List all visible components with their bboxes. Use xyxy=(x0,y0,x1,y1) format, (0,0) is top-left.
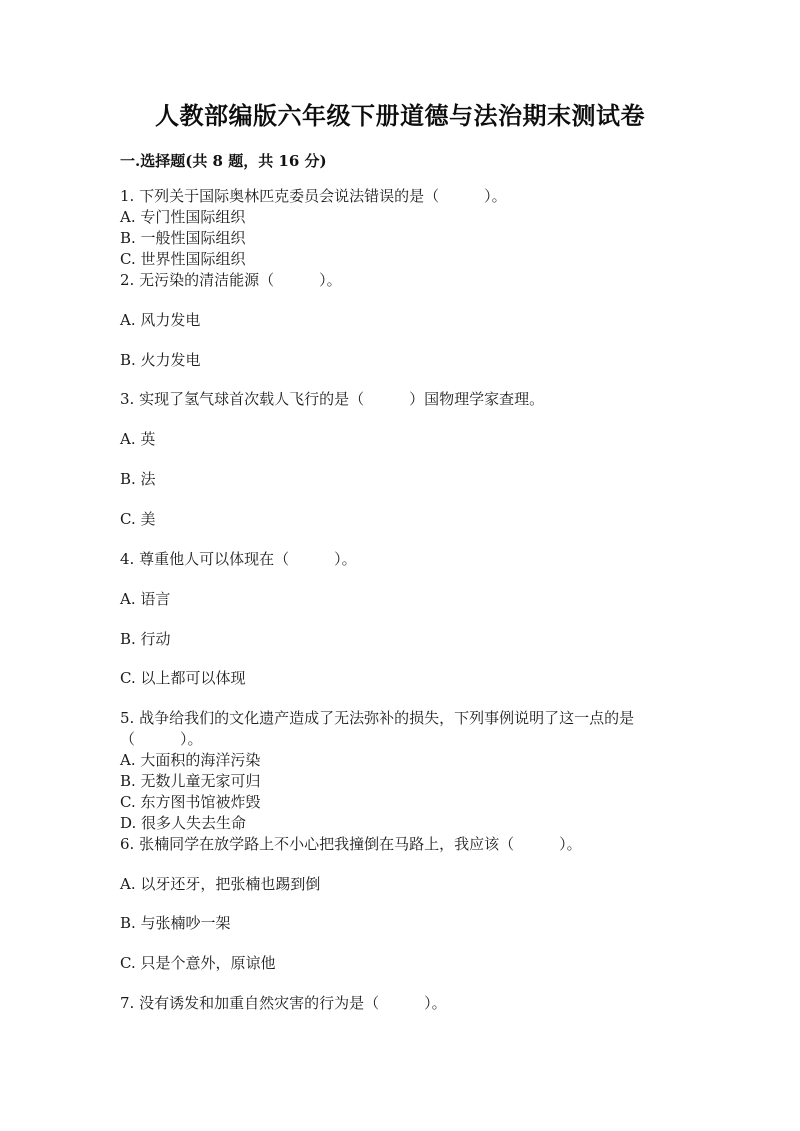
question-stem: 7. 没有诱发和加重自然灾害的行为是（ ）。 xyxy=(120,994,447,1012)
option: B. 一般性国际组织 xyxy=(120,229,246,247)
option: C. 世界性国际组织 xyxy=(120,250,246,268)
question-stem: 3. 实现了氢气球首次载人飞行的是（ ）国物理学家查理。 xyxy=(120,390,545,408)
option: A. 语言 xyxy=(120,590,171,608)
option: A. 专门性国际组织 xyxy=(120,208,246,226)
question-stem: 6. 张楠同学在放学路上不小心把我撞倒在马路上，我应该（ ）。 xyxy=(120,835,582,853)
option: C. 以上都可以体现 xyxy=(120,669,246,687)
option: A. 以牙还牙，把张楠也踢到倒 xyxy=(120,875,321,893)
question-stem: 1. 下列关于国际奥林匹克委员会说法错误的是（ ）。 xyxy=(120,187,507,205)
option: C. 美 xyxy=(120,510,156,528)
option: B. 行动 xyxy=(120,630,171,648)
question-stem: 4. 尊重他人可以体现在（ ）。 xyxy=(120,550,357,568)
option: A. 风力发电 xyxy=(120,311,201,329)
option: A. 大面积的海洋污染 xyxy=(120,751,261,769)
exam-title: 人教部编版六年级下册道德与法治期末测试卷 xyxy=(155,101,645,130)
option: C. 东方图书馆被炸毁 xyxy=(120,793,261,811)
section-heading: 一.选择题(共 8 题，共 16 分) xyxy=(120,152,327,170)
option: B. 与张楠吵一架 xyxy=(120,914,231,932)
option: B. 无数儿童无家可归 xyxy=(120,772,261,790)
option: A. 英 xyxy=(120,430,156,448)
question-stem-continuation: （ ）。 xyxy=(120,730,203,748)
question-stem: 5. 战争给我们的文化遗产造成了无法弥补的损失，下列事例说明了这一点的是 xyxy=(120,709,635,727)
option: C. 只是个意外，原谅他 xyxy=(120,954,276,972)
option: B. 火力发电 xyxy=(120,351,201,369)
option: B. 法 xyxy=(120,470,156,488)
question-stem: 2. 无污染的清洁能源（ ）。 xyxy=(120,271,342,289)
option: D. 很多人失去生命 xyxy=(120,814,247,832)
